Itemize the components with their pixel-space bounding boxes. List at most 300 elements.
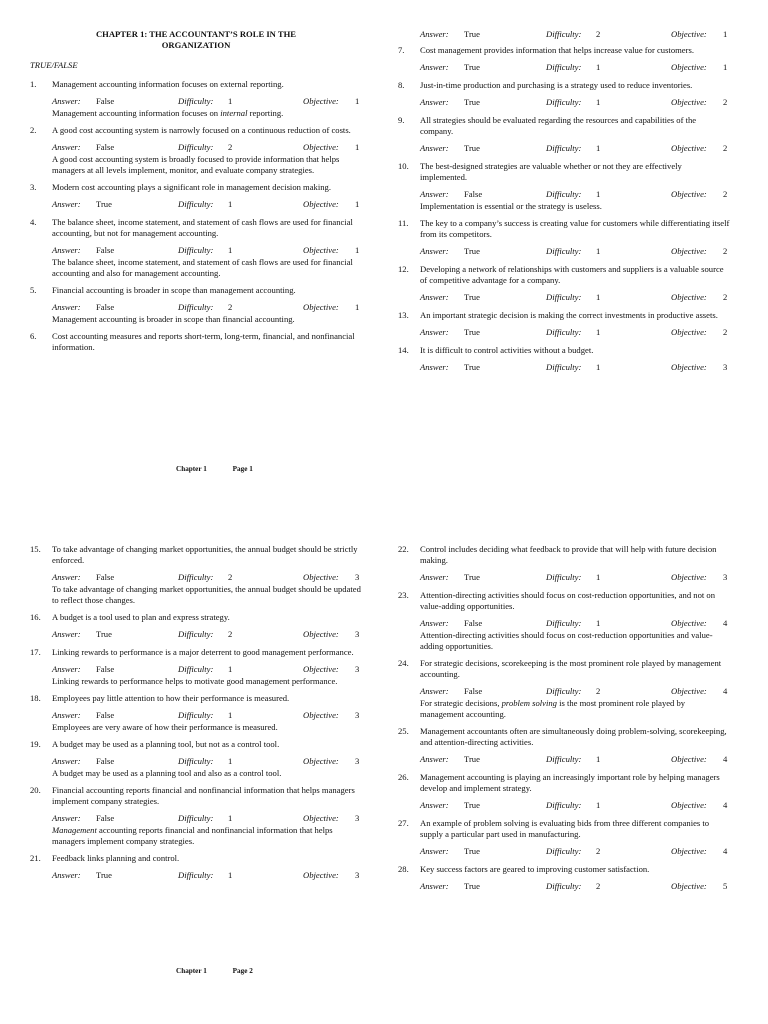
- difficulty-value: 1: [228, 199, 233, 209]
- objective-label: Objective:: [671, 62, 707, 72]
- answer-row: [420, 29, 730, 41]
- page1-left-column: [30, 29, 362, 359]
- question-number: 10.: [398, 161, 409, 171]
- objective-value: 1: [355, 199, 360, 209]
- section-heading: TRUE/FALSE: [30, 60, 78, 70]
- objective-label: Objective:: [671, 246, 707, 256]
- question-text: Management accountants often are simultaneously doing problem-solving, scorekeeping, and attention-directing activities.: [420, 726, 727, 747]
- objective-label: Objective:: [671, 686, 707, 696]
- question-text: The key to a company’s success is creating value for customers while differentiating itself from its competitors.: [420, 218, 730, 239]
- answer-value: True: [464, 97, 480, 107]
- explanation: A good cost accounting system is broadly focused to provide information that helps managers at all levels implement, monitor, and evaluate company strategies.: [52, 154, 340, 175]
- objective-value: 3: [355, 664, 360, 674]
- question-text: Attention-directing activities should focus on cost-reduction opportunities, and not on value-adding opportunities.: [420, 590, 715, 611]
- difficulty-label: Difficulty:: [178, 813, 214, 823]
- question-number: 17.: [30, 647, 41, 657]
- question-text: Developing a network of relationships with customers and suppliers is a valuable source of competitive advantage for a company.: [420, 264, 724, 285]
- objective-value: 1: [355, 96, 360, 106]
- page2-left-column: [30, 544, 362, 888]
- answer-label: Answer:: [420, 754, 449, 764]
- answer-label: Answer:: [52, 710, 81, 720]
- objective-label: Objective:: [303, 710, 339, 720]
- answer-value: False: [96, 302, 115, 312]
- question-text: Control includes deciding what feedback to provide that will help with future decision making.: [420, 544, 717, 565]
- question-22: [398, 544, 730, 584]
- question-text: For strategic decisions, scorekeeping is the most prominent role played by management accounting.: [420, 658, 722, 679]
- answer-label: Answer:: [52, 199, 81, 209]
- answer-value: False: [464, 618, 483, 628]
- objective-label: Objective:: [671, 800, 707, 810]
- difficulty-value: 1: [228, 756, 233, 766]
- question-13: [398, 310, 730, 339]
- question-number: 20.: [30, 785, 41, 795]
- answer-row: [420, 292, 730, 304]
- answer-label: Answer:: [420, 800, 449, 810]
- question-number: 15.: [30, 544, 41, 554]
- explanation-text: Management accounting information focuses on: [52, 108, 221, 118]
- objective-label: Objective:: [671, 327, 707, 337]
- page1-right-column: [398, 29, 730, 380]
- objective-value: 2: [723, 292, 728, 302]
- answer-row: [52, 572, 362, 584]
- answer-value: True: [464, 754, 480, 764]
- question-text: Financial accounting reports financial and nonfinancial information that helps managers implement company strategies.: [52, 785, 355, 806]
- objective-label: Objective:: [303, 664, 339, 674]
- answer-row: [420, 754, 730, 766]
- answer-value: True: [96, 629, 112, 639]
- difficulty-value: 2: [596, 29, 601, 39]
- difficulty-label: Difficulty:: [546, 62, 582, 72]
- answer-row: [420, 143, 730, 155]
- question-number: 23.: [398, 590, 409, 600]
- difficulty-value: 1: [596, 292, 601, 302]
- answer-row: [52, 96, 362, 108]
- objective-label: Objective:: [671, 754, 707, 764]
- question-number: 11.: [398, 218, 409, 228]
- difficulty-value: 1: [596, 143, 601, 153]
- page-footer: [176, 464, 277, 475]
- objective-label: Objective:: [671, 846, 707, 856]
- footer-chapter: Chapter 1: [176, 465, 207, 473]
- objective-value: 1: [355, 302, 360, 312]
- question-27: [398, 818, 730, 858]
- difficulty-value: 1: [228, 245, 233, 255]
- question-text: To take advantage of changing market opportunities, the annual budget should be strictly enforced.: [52, 544, 358, 565]
- difficulty-value: 1: [596, 62, 601, 72]
- answer-row: [52, 199, 362, 211]
- difficulty-label: Difficulty:: [178, 629, 214, 639]
- answer-label: Answer:: [52, 813, 81, 823]
- answer-label: Answer:: [52, 572, 81, 582]
- objective-value: 1: [723, 62, 728, 72]
- explanation: [52, 108, 362, 119]
- question-14: [398, 345, 730, 374]
- question-1: [30, 79, 362, 119]
- objective-label: Objective:: [671, 29, 707, 39]
- objective-value: 3: [355, 629, 360, 639]
- explanation: Attention-directing activities should focus on cost-reduction opportunities and value-adding opportunities.: [420, 630, 713, 651]
- objective-value: 2: [723, 327, 728, 337]
- question-number: 21.: [30, 853, 41, 863]
- explanation-text: is the most prominent role played by management accounting.: [420, 698, 686, 719]
- difficulty-value: 1: [596, 327, 601, 337]
- question-6: [30, 331, 362, 353]
- question-number: 27.: [398, 818, 409, 828]
- answer-row: [420, 362, 730, 374]
- explanation: The balance sheet, income statement, and statement of cash flows are used for financial accounting and also for management accounting.: [52, 257, 353, 278]
- explanation: [420, 698, 730, 720]
- objective-label: Objective:: [303, 96, 339, 106]
- answer-label: Answer:: [52, 302, 81, 312]
- question-24: [398, 658, 730, 720]
- question-text: An important strategic decision is making the correct investments in productive assets.: [420, 310, 718, 320]
- difficulty-label: Difficulty:: [546, 143, 582, 153]
- difficulty-label: Difficulty:: [178, 870, 214, 880]
- difficulty-label: Difficulty:: [546, 881, 582, 891]
- difficulty-value: 1: [228, 664, 233, 674]
- question-number: 1.: [30, 79, 37, 89]
- answer-value: True: [464, 362, 480, 372]
- question-text: It is difficult to control activities without a budget.: [420, 345, 594, 355]
- answer-label: Answer:: [52, 96, 81, 106]
- difficulty-label: Difficulty:: [178, 756, 214, 766]
- objective-value: 2: [723, 246, 728, 256]
- objective-label: Objective:: [671, 143, 707, 153]
- difficulty-label: Difficulty:: [546, 362, 582, 372]
- question-19: [30, 739, 362, 779]
- question-text: Financial accounting is broader in scope than management accounting.: [52, 285, 296, 295]
- explanation: Management accounting is broader in scope than financial accounting.: [52, 314, 295, 324]
- answer-row: [420, 881, 730, 893]
- difficulty-label: Difficulty:: [546, 292, 582, 302]
- answer-value: True: [464, 143, 480, 153]
- explanation-emphasis: problem solving: [501, 698, 557, 708]
- footer-chapter: Chapter 1: [176, 967, 207, 975]
- explanation-text: For strategic decisions,: [420, 698, 502, 708]
- difficulty-value: 2: [228, 142, 233, 152]
- question-21: [30, 853, 362, 882]
- explanation: Implementation is essential or the strategy is useless.: [420, 201, 602, 211]
- question-text: Feedback links planning and control.: [52, 853, 180, 863]
- answer-label: Answer:: [420, 143, 449, 153]
- answer-label: Answer:: [420, 881, 449, 891]
- answer-value: True: [464, 327, 480, 337]
- objective-label: Objective:: [303, 302, 339, 312]
- answer-value: True: [464, 881, 480, 891]
- objective-value: 3: [723, 362, 728, 372]
- answer-row: [52, 870, 362, 882]
- answer-label: Answer:: [420, 618, 449, 628]
- answer-row: [52, 629, 362, 641]
- question-3: [30, 182, 362, 211]
- explanation-emphasis: internal: [220, 108, 248, 118]
- footer-page-number: Page 2: [232, 967, 253, 975]
- objective-value: 4: [723, 686, 728, 696]
- answer-row: [420, 97, 730, 109]
- difficulty-label: Difficulty:: [178, 199, 214, 209]
- answer-row: [420, 572, 730, 584]
- answer-value: False: [96, 664, 115, 674]
- question-10: [398, 161, 730, 212]
- question-text: Management accounting is playing an increasingly important role by helping managers develop and implement strategy.: [420, 772, 720, 793]
- difficulty-label: Difficulty:: [546, 572, 582, 582]
- difficulty-value: 1: [228, 96, 233, 106]
- difficulty-label: Difficulty:: [178, 245, 214, 255]
- question-2: [30, 125, 362, 176]
- question-text: Cost management provides information that helps increase value for customers.: [420, 45, 694, 55]
- objective-value: 5: [723, 881, 728, 891]
- chapter-title-line-1: CHAPTER 1: THE ACCOUNTANT’S ROLE IN THE: [95, 29, 297, 39]
- answer-value: True: [464, 246, 480, 256]
- explanation: To take advantage of changing market opportunities, the annual budget should be updated to reflect those changes.: [52, 584, 361, 605]
- page2-right-column: [398, 544, 730, 899]
- question-text: Key success factors are geared to improving customer satisfaction.: [420, 864, 650, 874]
- objective-value: 1: [723, 29, 728, 39]
- question-number: 19.: [30, 739, 41, 749]
- answer-row: [420, 618, 730, 630]
- answer-row: [420, 800, 730, 812]
- answer-label: Answer:: [420, 846, 449, 856]
- objective-value: 3: [723, 572, 728, 582]
- answer-row: [52, 710, 362, 722]
- question-23: [398, 590, 730, 652]
- explanation: Employees are very aware of how their performance is measured.: [52, 722, 278, 732]
- question-number: 26.: [398, 772, 409, 782]
- explanation-text: accounting reports financial and nonfinancial information that helps managers implement company strategies.: [52, 825, 333, 846]
- question-number: 13.: [398, 310, 409, 320]
- difficulty-value: 1: [228, 813, 233, 823]
- answer-row: [420, 189, 730, 201]
- question-text: Just-in-time production and purchasing is a strategy used to reduce inventories.: [420, 80, 693, 90]
- question-text: A budget is a tool used to plan and express strategy.: [52, 612, 230, 622]
- objective-value: 4: [723, 618, 728, 628]
- objective-value: 2: [723, 189, 728, 199]
- question-number: 2.: [30, 125, 37, 135]
- answer-label: Answer:: [52, 870, 81, 880]
- difficulty-value: 2: [596, 881, 601, 891]
- answer-row: [52, 813, 362, 825]
- question-number: 16.: [30, 612, 41, 622]
- question-number: 3.: [30, 182, 37, 192]
- objective-value: 3: [355, 710, 360, 720]
- answer-label: Answer:: [420, 292, 449, 302]
- difficulty-label: Difficulty:: [546, 327, 582, 337]
- objective-label: Objective:: [671, 618, 707, 628]
- answer-label: Answer:: [420, 246, 449, 256]
- answer-value: False: [464, 686, 483, 696]
- difficulty-label: Difficulty:: [546, 846, 582, 856]
- difficulty-value: 1: [228, 870, 233, 880]
- answer-row: [420, 846, 730, 858]
- chapter-title: [30, 29, 362, 51]
- page-footer: [176, 966, 277, 977]
- question-number: 8.: [398, 80, 405, 90]
- explanation: A budget may be used as a planning tool and also as a control tool.: [52, 768, 282, 778]
- difficulty-label: Difficulty:: [178, 96, 214, 106]
- answer-row: [420, 686, 730, 698]
- question-text: The best-designed strategies are valuable whether or not they are effectively implemented.: [420, 161, 682, 182]
- difficulty-value: 1: [596, 246, 601, 256]
- question-25: [398, 726, 730, 766]
- answer-value: True: [96, 870, 112, 880]
- difficulty-label: Difficulty:: [178, 572, 214, 582]
- difficulty-label: Difficulty:: [546, 189, 582, 199]
- question-17: [30, 647, 362, 687]
- question-number: 18.: [30, 693, 41, 703]
- objective-label: Objective:: [303, 199, 339, 209]
- difficulty-label: Difficulty:: [546, 97, 582, 107]
- difficulty-value: 2: [228, 629, 233, 639]
- question-text: The balance sheet, income statement, and statement of cash flows are used for financial accounting, but not for management accounting.: [52, 217, 353, 238]
- answer-label: Answer:: [420, 29, 449, 39]
- difficulty-value: 2: [596, 846, 601, 856]
- question-6-answer: [398, 29, 730, 41]
- question-text: Employees pay little attention to how their performance is measured.: [52, 693, 290, 703]
- answer-label: Answer:: [420, 686, 449, 696]
- question-11: [398, 218, 730, 258]
- answer-label: Answer:: [420, 62, 449, 72]
- objective-value: 2: [723, 97, 728, 107]
- question-text: Cost accounting measures and reports short-term, long-term, financial, and nonfinancial information.: [52, 331, 355, 352]
- answer-value: True: [464, 846, 480, 856]
- objective-label: Objective:: [303, 142, 339, 152]
- answer-label: Answer:: [52, 629, 81, 639]
- answer-row: [52, 245, 362, 257]
- difficulty-value: 1: [596, 97, 601, 107]
- question-9: [398, 115, 730, 155]
- answer-row: [420, 327, 730, 339]
- difficulty-label: Difficulty:: [178, 302, 214, 312]
- question-15: [30, 544, 362, 606]
- question-8: [398, 80, 730, 109]
- difficulty-label: Difficulty:: [546, 246, 582, 256]
- objective-label: Objective:: [671, 362, 707, 372]
- answer-label: Answer:: [420, 327, 449, 337]
- question-12: [398, 264, 730, 304]
- answer-value: False: [96, 756, 115, 766]
- objective-label: Objective:: [303, 756, 339, 766]
- difficulty-value: 1: [596, 800, 601, 810]
- question-number: 4.: [30, 217, 37, 227]
- question-7: [398, 45, 730, 74]
- explanation: Linking rewards to performance helps to motivate good management performance.: [52, 676, 338, 686]
- objective-label: Objective:: [303, 572, 339, 582]
- answer-label: Answer:: [52, 245, 81, 255]
- objective-label: Objective:: [303, 245, 339, 255]
- answer-label: Answer:: [420, 189, 449, 199]
- answer-value: False: [464, 189, 483, 199]
- explanation-emphasis: Management: [52, 825, 97, 835]
- difficulty-value: 1: [596, 189, 601, 199]
- question-number: 5.: [30, 285, 37, 295]
- difficulty-label: Difficulty:: [546, 29, 582, 39]
- explanation-text: reporting.: [247, 108, 284, 118]
- objective-label: Objective:: [671, 572, 707, 582]
- question-number: 7.: [398, 45, 405, 55]
- question-18: [30, 693, 362, 733]
- footer-page-number: Page 1: [232, 465, 253, 473]
- difficulty-value: 2: [228, 302, 233, 312]
- answer-row: [52, 756, 362, 768]
- difficulty-value: 1: [596, 572, 601, 582]
- explanation: [52, 825, 362, 847]
- difficulty-value: 2: [596, 686, 601, 696]
- answer-value: False: [96, 96, 115, 106]
- answer-value: True: [464, 800, 480, 810]
- question-text: Modern cost accounting plays a significant role in management decision making.: [52, 182, 331, 192]
- objective-value: 3: [355, 870, 360, 880]
- question-number: 12.: [398, 264, 409, 274]
- question-number: 28.: [398, 864, 409, 874]
- objective-label: Objective:: [303, 629, 339, 639]
- objective-value: 3: [355, 756, 360, 766]
- difficulty-label: Difficulty:: [178, 664, 214, 674]
- answer-row: [420, 62, 730, 74]
- question-text: Linking rewards to performance is a major deterrent to good management performance.: [52, 647, 354, 657]
- answer-value: False: [96, 245, 115, 255]
- objective-value: 3: [355, 572, 360, 582]
- answer-row: [52, 302, 362, 314]
- objective-value: 4: [723, 800, 728, 810]
- objective-label: Objective:: [671, 97, 707, 107]
- difficulty-label: Difficulty:: [178, 710, 214, 720]
- question-16: [30, 612, 362, 641]
- question-number: 22.: [398, 544, 409, 554]
- question-text: An example of problem solving is evaluating bids from three different companies to supply a particular part used in manufacturing.: [420, 818, 710, 839]
- answer-row: [52, 142, 362, 154]
- answer-value: True: [464, 29, 480, 39]
- question-number: 25.: [398, 726, 409, 736]
- answer-label: Answer:: [52, 664, 81, 674]
- answer-value: False: [96, 572, 115, 582]
- answer-row: [52, 664, 362, 676]
- difficulty-value: 2: [228, 572, 233, 582]
- question-text: All strategies should be evaluated regarding the resources and capabilities of the company.: [420, 115, 697, 136]
- question-text: Management accounting information focuses on external reporting.: [52, 79, 284, 89]
- answer-value: True: [464, 572, 480, 582]
- objective-label: Objective:: [303, 813, 339, 823]
- question-number: 9.: [398, 115, 405, 125]
- answer-value: True: [96, 199, 112, 209]
- objective-label: Objective:: [671, 189, 707, 199]
- objective-value: 4: [723, 754, 728, 764]
- answer-label: Answer:: [52, 756, 81, 766]
- question-number: 6.: [30, 331, 37, 341]
- answer-value: False: [96, 813, 115, 823]
- answer-value: True: [464, 292, 480, 302]
- difficulty-label: Difficulty:: [546, 800, 582, 810]
- objective-label: Objective:: [303, 870, 339, 880]
- objective-label: Objective:: [671, 292, 707, 302]
- question-text: A budget may be used as a planning tool, but not as a control tool.: [52, 739, 280, 749]
- answer-value: False: [96, 142, 115, 152]
- difficulty-value: 1: [596, 618, 601, 628]
- answer-label: Answer:: [420, 97, 449, 107]
- chapter-title-line-2: ORGANIZATION: [161, 40, 231, 50]
- question-number: 24.: [398, 658, 409, 668]
- objective-value: 2: [723, 143, 728, 153]
- difficulty-value: 1: [596, 362, 601, 372]
- answer-row: [420, 246, 730, 258]
- difficulty-label: Difficulty:: [546, 754, 582, 764]
- answer-label: Answer:: [420, 362, 449, 372]
- objective-value: 4: [723, 846, 728, 856]
- question-5: [30, 285, 362, 325]
- question-text: A good cost accounting system is narrowly focused on a continuous reduction of costs.: [52, 125, 351, 135]
- question-28: [398, 864, 730, 893]
- objective-value: 3: [355, 813, 360, 823]
- question-4: [30, 217, 362, 279]
